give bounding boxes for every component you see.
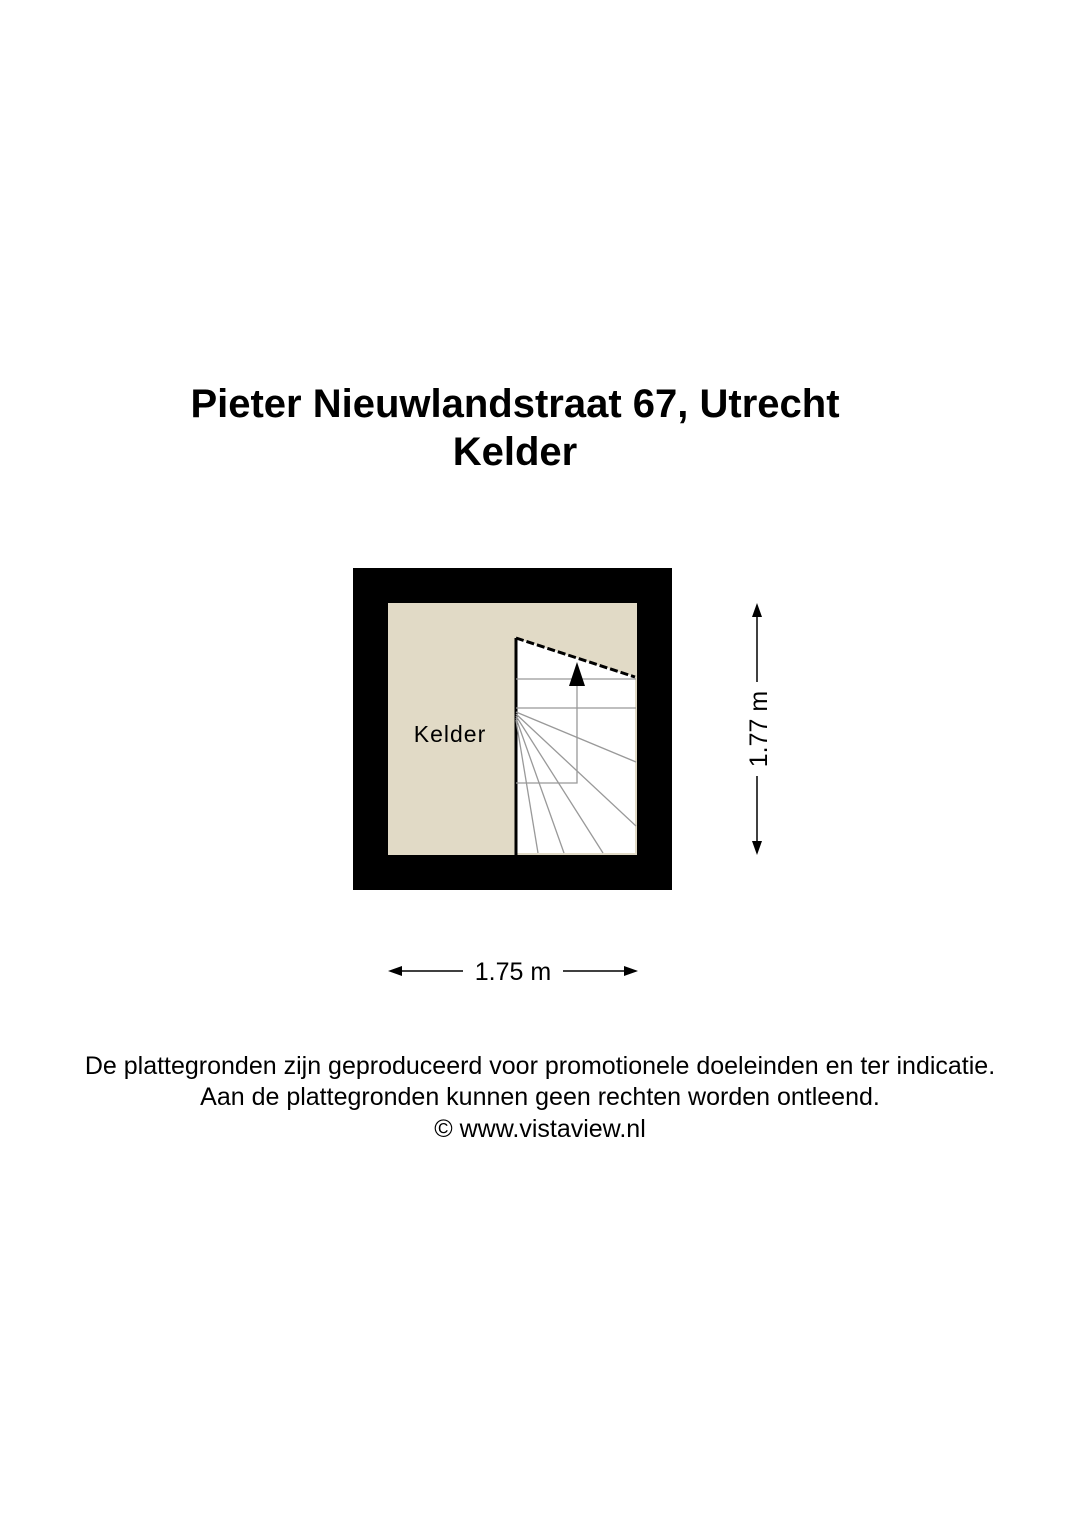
arrow-up-icon [752, 603, 762, 617]
arrow-right-icon [624, 966, 638, 976]
floor-title: Kelder [452, 430, 578, 474]
width-dimension [388, 958, 638, 986]
disclaimer-line: De plattegronden zijn geproduceerd voor promotionele doeleinden en ter indicatie. [84, 1052, 996, 1080]
copyright-notice: © www.vistaview.nl [434, 1115, 646, 1143]
arrow-left-icon [388, 966, 402, 976]
arrow-down-icon [752, 841, 762, 855]
page-title: Pieter Nieuwlandstraat 67, Utrecht [190, 382, 840, 426]
room-label: Kelder [413, 721, 487, 747]
width-dimension-label: 1.75 m [474, 958, 552, 986]
height-dimension-label: 1.77 m [745, 690, 773, 768]
disclaimer-line: Aan de plattegronden kunnen geen rechten worden ontleend. [200, 1083, 880, 1111]
height-dimension [745, 603, 773, 855]
